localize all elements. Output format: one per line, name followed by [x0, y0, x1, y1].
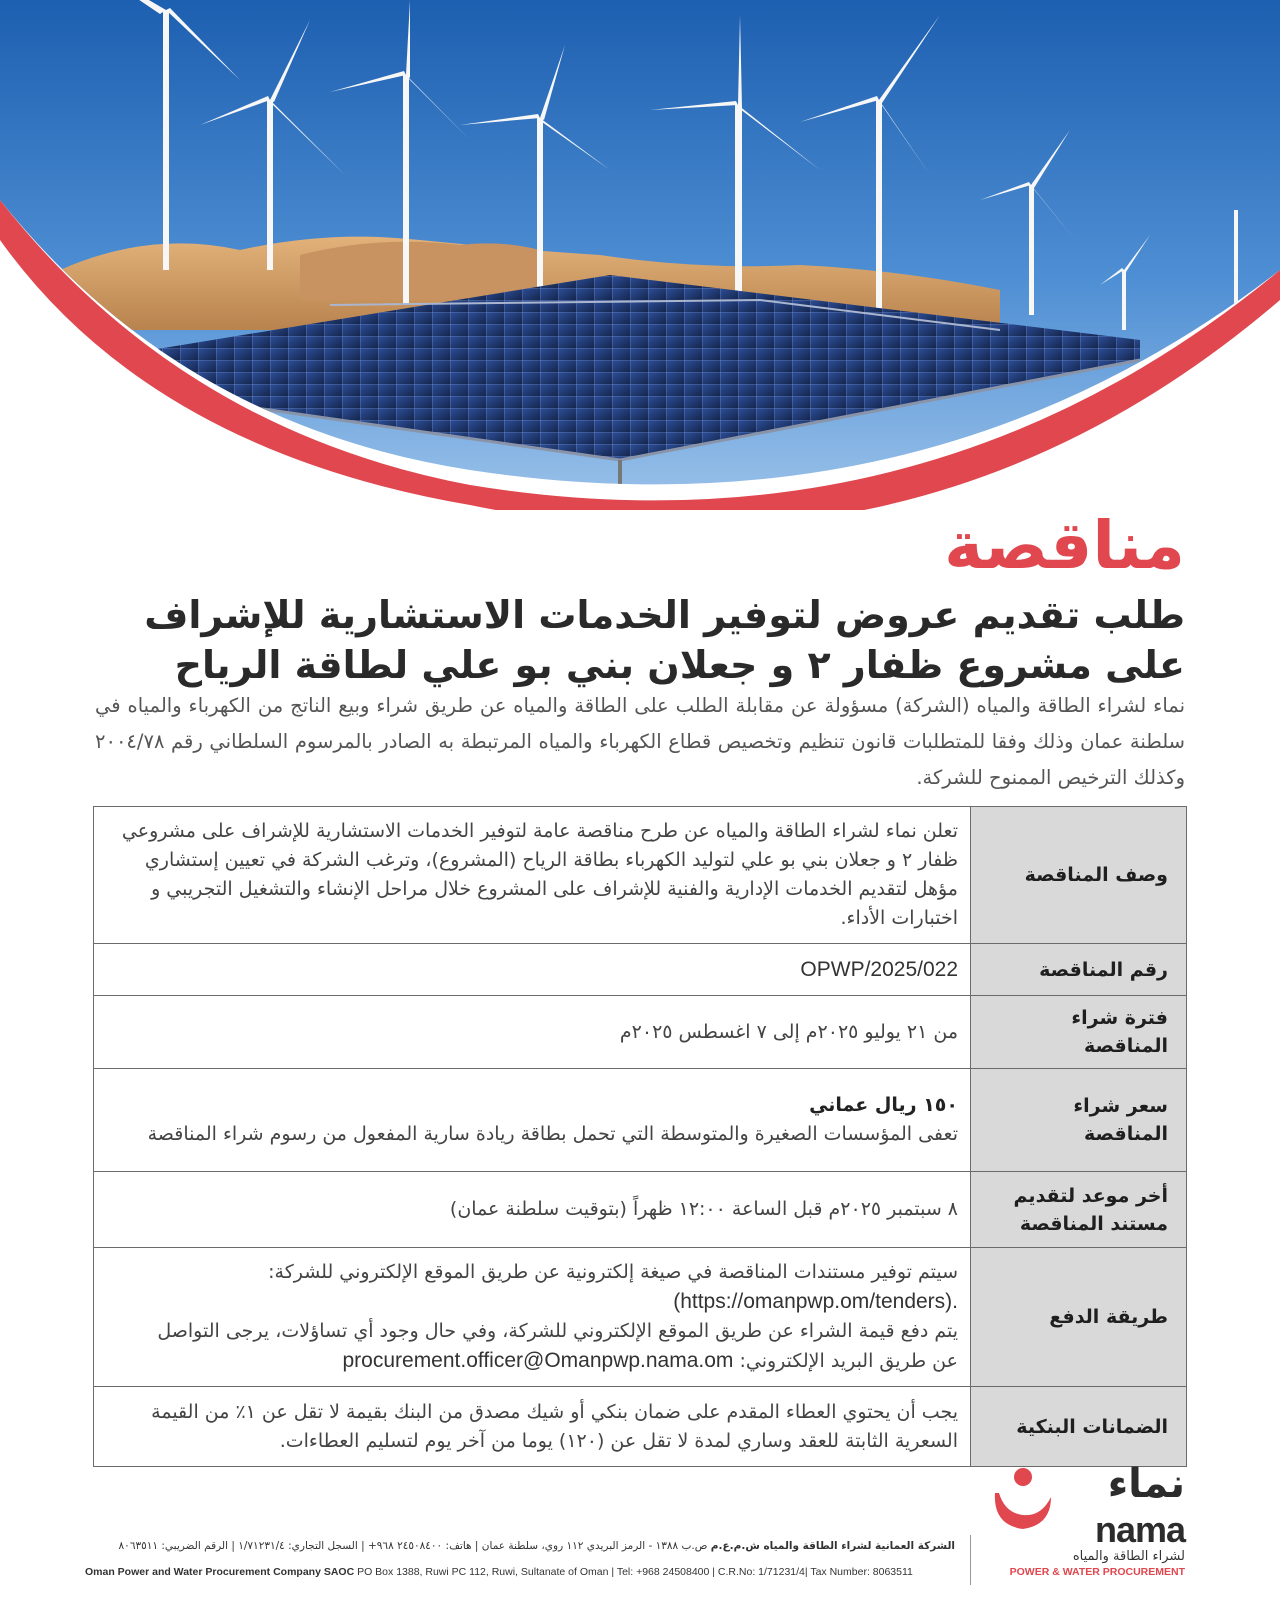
table-row-deadline: [94, 1172, 1187, 1248]
deadline-label: أخر موعد لتقديم مستند المناقصة: [971, 1172, 1187, 1248]
wind-solar-illustration: [0, 0, 1280, 510]
deadline-value: ٨ سبتمبر ٢٠٢٥م قبل الساعة ١٢:٠٠ ظهراً (بتوقيت سلطنة عمان): [94, 1172, 971, 1248]
procurement-email-link[interactable]: procurement.officer@Omanpwp.nama.om: [342, 1349, 734, 1372]
table-row-number: [94, 944, 1187, 996]
logo-name-ar: نماء: [1107, 1461, 1185, 1507]
footer-divider: [970, 1535, 971, 1585]
company-info-ar: [95, 1540, 955, 1552]
company-address-en: PO Box 1388, Ruwi PC 112, Ruwi, Sultanate of Oman | Tel: +968 24508400 | C.R.No: 1/71231/4| Tax Number: 8063511: [357, 1566, 913, 1578]
tender-number-label: رقم المناقصة: [971, 944, 1187, 996]
purchase-period-label: فترة شراء المناقصة: [971, 996, 1187, 1069]
price-value: [94, 1069, 971, 1172]
company-address-ar: ص.ب ١٣٨٨ - الرمز البريدي ١١٢ روي، سلطنة عمان | هاتف: ٢٤٥٠٨٤٠٠ ٩٦٨+ | السجل التجاري: ١/٧١٢٣١/٤ | الرقم الضريبي: ٨٠٦٣٥١١: [118, 1540, 708, 1552]
description-value: تعلن نماء لشراء الطاقة والمياه عن طرح مناقصة عامة لتوفير الخدمات الاستشارية للإشراف على مشروعي ظفار ٢ و جعلان بني بو علي لتوليد الكهرباء بطاقة الرياح (المشروع)، وترغب الشركة في تعيين إستشاري مؤهل لتقديم الخدمات الإدارية والفنية للإشراف على المشروع خلال مراحل الإنشاء والتشغيل التجريبي و اختبارات الأداء.: [94, 807, 971, 944]
hero-banner: [0, 0, 1280, 510]
tender-number: OPWP/2025/022: [800, 957, 958, 981]
tender-headline: طلب تقديم عروض لتوفير الخدمات الاستشارية للإشراف على مشروع ظفار ٢ و جعلان بني بو علي لطاقة الرياح: [144, 593, 1185, 687]
table-row-guarantee: [94, 1387, 1187, 1467]
logo-subtitle-en: POWER & WATER PROCUREMENT: [1009, 1566, 1185, 1578]
purchase-period-value: من ٢١ يوليو ٢٠٢٥م إلى ٧ اغسطس ٢٠٢٥م: [94, 996, 971, 1069]
logo-subtitle-ar: لشراء الطاقة والمياه: [1072, 1549, 1185, 1564]
nama-logo: [985, 1461, 1185, 1578]
tender-label: مناقصة: [944, 507, 1185, 584]
description-label: وصف المناقصة: [971, 807, 1187, 944]
payment-line-1: سيتم توفير مستندات المناقصة في صيغة إلكترونية عن طريق الموقع الإلكتروني للشركة:: [268, 1261, 958, 1283]
email-prefix: عن طريق البريد الإلكتروني:: [739, 1350, 958, 1372]
logo-name-en: nama: [1094, 1509, 1185, 1550]
table-row-purchase-period: [94, 996, 1187, 1069]
payment-value: [94, 1248, 971, 1387]
table-row-price: [94, 1069, 1187, 1172]
payment-line-2: يتم دفع قيمة الشراء عن طريق الموقع الإلكتروني للشركة، وفي حال وجود أي تساؤلات، يرجى التواصل: [157, 1320, 958, 1342]
company-name-en: Oman Power and Water Procurement Company SAOC: [85, 1566, 355, 1578]
guarantee-value: يجب أن يحتوي العطاء المقدم على ضمان بنكي أو شيك مصدق من البنك بقيمة لا تقل عن ١٪ من القيمة السعرية الثابتة للعقد وساري لمدة لا تقل عن (١٢٠) يوما من آخر يوم لتسليم العطاءات.: [94, 1387, 971, 1467]
table-row-payment: [94, 1248, 1187, 1387]
tender-number-value: [94, 944, 971, 996]
company-name-ar: الشركة العمانية لشراء الطاقة والمياه ش.م.ع.م: [710, 1540, 955, 1552]
nama-logo-icon: [985, 1463, 1061, 1539]
price-note: تعفى المؤسسات الصغيرة والمتوسطة التي تحمل بطاقة ريادة سارية المفعول من رسوم شراء المناقصة: [147, 1123, 958, 1145]
price-label: سعر شراء المناقصة: [971, 1069, 1187, 1172]
table-row-description: [94, 807, 1187, 944]
intro-paragraph: نماء لشراء الطاقة والمياه (الشركة) مسؤولة عن مقابلة الطلب على الطاقة والمياه عن طريق شراء وبيع الناتج من الكهرباء والمياه في سلطنة عمان وذلك وفقا للمتطلبات قانون تنظيم وتخصيص قطاع الكهرباء والمياه المرتبطة به الصادر بالمرسوم السلطاني رقم ٢٠٠٤/٧٨ وكذلك الترخيص الممنوح للشركة.: [95, 694, 1185, 789]
payment-label: طريقة الدفع: [971, 1248, 1187, 1387]
tenders-link[interactable]: (https://omanpwp.om/tenders).: [673, 1290, 958, 1313]
price-amount: ١٥٠ ريال عماني: [809, 1094, 958, 1116]
tender-details-table: [93, 806, 1187, 1467]
company-info-en: [85, 1566, 955, 1578]
guarantee-label: الضمانات البنكية: [971, 1387, 1187, 1467]
